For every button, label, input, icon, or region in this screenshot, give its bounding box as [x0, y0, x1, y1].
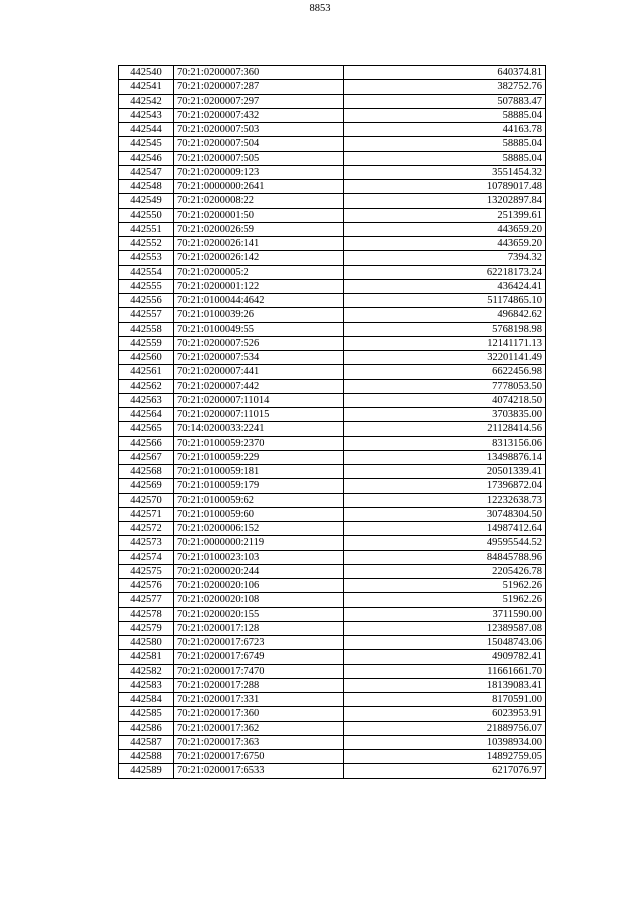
- value-cell: 443659.20: [344, 222, 546, 236]
- value-cell: 21889756.07: [344, 721, 546, 735]
- cadastral-number-cell: 70:21:0100059:62: [174, 493, 344, 507]
- row-number-cell: 442575: [119, 564, 174, 578]
- table-row: [119, 764, 546, 778]
- table-row: [119, 365, 546, 379]
- row-number-cell: 442564: [119, 408, 174, 422]
- value-cell: 10789017.48: [344, 180, 546, 194]
- row-number-cell: 442572: [119, 522, 174, 536]
- value-cell: 4909782.41: [344, 650, 546, 664]
- value-cell: 13498876.14: [344, 450, 546, 464]
- row-number-cell: 442580: [119, 636, 174, 650]
- table-row: [119, 636, 546, 650]
- cadastral-number-cell: 70:21:0200017:362: [174, 721, 344, 735]
- page-number: 8853: [309, 3, 331, 14]
- table-row: [119, 522, 546, 536]
- table-row: [119, 336, 546, 350]
- value-cell: 58885.04: [344, 137, 546, 151]
- row-number-cell: 442587: [119, 735, 174, 749]
- cadastral-number-cell: 70:21:0200017:128: [174, 621, 344, 635]
- table-row: [119, 507, 546, 521]
- row-number-cell: 442562: [119, 379, 174, 393]
- table-row: [119, 94, 546, 108]
- table-row: [119, 251, 546, 265]
- row-number-cell: 442543: [119, 108, 174, 122]
- cadastral-number-cell: 70:21:0200009:123: [174, 165, 344, 179]
- row-number-cell: 442573: [119, 536, 174, 550]
- value-cell: 443659.20: [344, 237, 546, 251]
- value-cell: 49595544.52: [344, 536, 546, 550]
- value-cell: 496842.62: [344, 308, 546, 322]
- cadastral-number-cell: 70:21:0000000:2641: [174, 180, 344, 194]
- cadastral-number-cell: 70:21:0200017:360: [174, 707, 344, 721]
- value-cell: 15048743.06: [344, 636, 546, 650]
- value-cell: 18139083.41: [344, 678, 546, 692]
- table-row: [119, 180, 546, 194]
- table-row: [119, 151, 546, 165]
- cadastral-number-cell: 70:21:0200007:441: [174, 365, 344, 379]
- cadastral-number-cell: 70:21:0000000:2119: [174, 536, 344, 550]
- cadastral-number-cell: 70:21:0200020:244: [174, 564, 344, 578]
- value-cell: 58885.04: [344, 151, 546, 165]
- table-row: [119, 650, 546, 664]
- table-row: [119, 550, 546, 564]
- cadastral-number-cell: 70:21:0200007:442: [174, 379, 344, 393]
- cadastral-number-cell: 70:21:0100044:4642: [174, 294, 344, 308]
- cadastral-number-cell: 70:21:0100039:26: [174, 308, 344, 322]
- row-number-cell: 442568: [119, 465, 174, 479]
- cadastral-number-cell: 70:21:0200001:50: [174, 208, 344, 222]
- table-row: [119, 664, 546, 678]
- cadastral-value-table: [118, 65, 546, 779]
- table-row: [119, 750, 546, 764]
- value-cell: 2205426.78: [344, 564, 546, 578]
- cadastral-number-cell: 70:21:0100059:60: [174, 507, 344, 521]
- value-cell: 507883.47: [344, 94, 546, 108]
- value-cell: 14892759.05: [344, 750, 546, 764]
- table-row: [119, 237, 546, 251]
- row-number-cell: 442566: [119, 436, 174, 450]
- table-row: [119, 308, 546, 322]
- value-cell: 30748304.50: [344, 507, 546, 521]
- row-number-cell: 442576: [119, 579, 174, 593]
- value-cell: 17396872.04: [344, 479, 546, 493]
- table-row: [119, 536, 546, 550]
- table-row: [119, 621, 546, 635]
- table-row: [119, 137, 546, 151]
- table-row: [119, 123, 546, 137]
- cadastral-number-cell: 70:21:0100059:229: [174, 450, 344, 464]
- row-number-cell: 442585: [119, 707, 174, 721]
- value-cell: 4074218.50: [344, 393, 546, 407]
- table-row: [119, 678, 546, 692]
- row-number-cell: 442578: [119, 607, 174, 621]
- value-cell: 640374.81: [344, 66, 546, 80]
- value-cell: 51962.26: [344, 579, 546, 593]
- row-number-cell: 442565: [119, 422, 174, 436]
- cadastral-number-cell: 70:21:0200017:6533: [174, 764, 344, 778]
- cadastral-number-cell: 70:21:0200005:2: [174, 265, 344, 279]
- row-number-cell: 442570: [119, 493, 174, 507]
- cadastral-number-cell: 70:21:0200026:142: [174, 251, 344, 265]
- value-cell: 7394.32: [344, 251, 546, 265]
- value-cell: 8313156.06: [344, 436, 546, 450]
- value-cell: 12389587.08: [344, 621, 546, 635]
- row-number-cell: 442571: [119, 507, 174, 521]
- table-row: [119, 422, 546, 436]
- value-cell: 32201141.49: [344, 351, 546, 365]
- row-number-cell: 442582: [119, 664, 174, 678]
- cadastral-number-cell: 70:21:0200026:141: [174, 237, 344, 251]
- value-cell: 3711590.00: [344, 607, 546, 621]
- cadastral-number-cell: 70:21:0200020:106: [174, 579, 344, 593]
- cadastral-number-cell: 70:14:0200033:2241: [174, 422, 344, 436]
- cadastral-number-cell: 70:21:0200007:432: [174, 108, 344, 122]
- value-cell: 7778053.50: [344, 379, 546, 393]
- value-cell: 11661661.70: [344, 664, 546, 678]
- cadastral-number-cell: 70:21:0200007:11015: [174, 408, 344, 422]
- value-cell: 251399.61: [344, 208, 546, 222]
- cadastral-number-cell: 70:21:0200007:360: [174, 66, 344, 80]
- table-row: [119, 593, 546, 607]
- cadastral-number-cell: 70:21:0100023:103: [174, 550, 344, 564]
- cadastral-number-cell: 70:21:0200017:6723: [174, 636, 344, 650]
- row-number-cell: 442581: [119, 650, 174, 664]
- row-number-cell: 442557: [119, 308, 174, 322]
- cadastral-number-cell: 70:21:0200017:6750: [174, 750, 344, 764]
- table-row: [119, 607, 546, 621]
- value-cell: 10398934.00: [344, 735, 546, 749]
- value-cell: 382752.76: [344, 80, 546, 94]
- cadastral-number-cell: 70:21:0200007:503: [174, 123, 344, 137]
- cadastral-number-cell: 70:21:0200017:331: [174, 693, 344, 707]
- value-cell: 44163.78: [344, 123, 546, 137]
- cadastral-number-cell: 70:21:0200007:505: [174, 151, 344, 165]
- row-number-cell: 442569: [119, 479, 174, 493]
- row-number-cell: 442561: [119, 365, 174, 379]
- cadastral-number-cell: 70:21:0100059:181: [174, 465, 344, 479]
- cadastral-number-cell: 70:21:0200001:122: [174, 279, 344, 293]
- cadastral-number-cell: 70:21:0200007:504: [174, 137, 344, 151]
- cadastral-number-cell: 70:21:0200020:108: [174, 593, 344, 607]
- value-cell: 51174865.10: [344, 294, 546, 308]
- cadastral-number-cell: 70:21:0200006:152: [174, 522, 344, 536]
- value-cell: 21128414.56: [344, 422, 546, 436]
- cadastral-number-cell: 70:21:0100059:179: [174, 479, 344, 493]
- row-number-cell: 442542: [119, 94, 174, 108]
- row-number-cell: 442558: [119, 322, 174, 336]
- cadastral-number-cell: 70:21:0200007:526: [174, 336, 344, 350]
- cadastral-number-cell: 70:21:0200026:59: [174, 222, 344, 236]
- row-number-cell: 442577: [119, 593, 174, 607]
- value-cell: 436424.41: [344, 279, 546, 293]
- cadastral-number-cell: 70:21:0200007:534: [174, 351, 344, 365]
- cadastral-number-cell: 70:21:0100059:2370: [174, 436, 344, 450]
- row-number-cell: 442553: [119, 251, 174, 265]
- row-number-cell: 442545: [119, 137, 174, 151]
- value-cell: 6217076.97: [344, 764, 546, 778]
- table-row: [119, 80, 546, 94]
- row-number-cell: 442551: [119, 222, 174, 236]
- table-row: [119, 564, 546, 578]
- row-number-cell: 442544: [119, 123, 174, 137]
- table-row: [119, 165, 546, 179]
- cadastral-number-cell: 70:21:0200020:155: [174, 607, 344, 621]
- cadastral-number-cell: 70:21:0200007:11014: [174, 393, 344, 407]
- value-cell: 6622456.98: [344, 365, 546, 379]
- table-row: [119, 493, 546, 507]
- cadastral-number-cell: 70:21:0100049:55: [174, 322, 344, 336]
- cadastral-number-cell: 70:21:0200017:7470: [174, 664, 344, 678]
- row-number-cell: 442554: [119, 265, 174, 279]
- value-cell: 58885.04: [344, 108, 546, 122]
- row-number-cell: 442586: [119, 721, 174, 735]
- table-row: [119, 465, 546, 479]
- cadastral-number-cell: 70:21:0200017:363: [174, 735, 344, 749]
- cadastral-number-cell: 70:21:0200017:288: [174, 678, 344, 692]
- table-row: [119, 450, 546, 464]
- row-number-cell: 442548: [119, 180, 174, 194]
- table-row: [119, 579, 546, 593]
- value-cell: 3703835.00: [344, 408, 546, 422]
- table-row: [119, 393, 546, 407]
- row-number-cell: 442584: [119, 693, 174, 707]
- table-row: [119, 408, 546, 422]
- table-row: [119, 279, 546, 293]
- table-body: [119, 66, 546, 779]
- cadastral-number-cell: 70:21:0200017:6749: [174, 650, 344, 664]
- cadastral-number-cell: 70:21:0200007:297: [174, 94, 344, 108]
- table-row: [119, 194, 546, 208]
- value-cell: 20501339.41: [344, 465, 546, 479]
- table-row: [119, 735, 546, 749]
- table-row: [119, 707, 546, 721]
- value-cell: 12232638.73: [344, 493, 546, 507]
- row-number-cell: 442583: [119, 678, 174, 692]
- cadastral-number-cell: 70:21:0200008:22: [174, 194, 344, 208]
- value-cell: 14987412.64: [344, 522, 546, 536]
- row-number-cell: 442549: [119, 194, 174, 208]
- row-number-cell: 442579: [119, 621, 174, 635]
- row-number-cell: 442563: [119, 393, 174, 407]
- row-number-cell: 442546: [119, 151, 174, 165]
- value-cell: 62218173.24: [344, 265, 546, 279]
- value-cell: 5768198.98: [344, 322, 546, 336]
- value-cell: 6023953.91: [344, 707, 546, 721]
- value-cell: 51962.26: [344, 593, 546, 607]
- row-number-cell: 442541: [119, 80, 174, 94]
- table-row: [119, 693, 546, 707]
- value-cell: 8170591.00: [344, 693, 546, 707]
- table-row: [119, 436, 546, 450]
- row-number-cell: 442574: [119, 550, 174, 564]
- table-row: [119, 66, 546, 80]
- row-number-cell: 442556: [119, 294, 174, 308]
- row-number-cell: 442560: [119, 351, 174, 365]
- table-row: [119, 322, 546, 336]
- value-cell: 84845788.96: [344, 550, 546, 564]
- row-number-cell: 442555: [119, 279, 174, 293]
- value-cell: 12141171.13: [344, 336, 546, 350]
- table-row: [119, 222, 546, 236]
- row-number-cell: 442547: [119, 165, 174, 179]
- table-row: [119, 108, 546, 122]
- row-number-cell: 442589: [119, 764, 174, 778]
- row-number-cell: 442588: [119, 750, 174, 764]
- row-number-cell: 442559: [119, 336, 174, 350]
- table-row: [119, 721, 546, 735]
- table-row: [119, 294, 546, 308]
- cadastral-number-cell: 70:21:0200007:287: [174, 80, 344, 94]
- row-number-cell: 442552: [119, 237, 174, 251]
- table-row: [119, 479, 546, 493]
- row-number-cell: 442550: [119, 208, 174, 222]
- row-number-cell: 442540: [119, 66, 174, 80]
- table-row: [119, 379, 546, 393]
- table-row: [119, 265, 546, 279]
- row-number-cell: 442567: [119, 450, 174, 464]
- table-row: [119, 351, 546, 365]
- table-row: [119, 208, 546, 222]
- value-cell: 13202897.84: [344, 194, 546, 208]
- value-cell: 3551454.32: [344, 165, 546, 179]
